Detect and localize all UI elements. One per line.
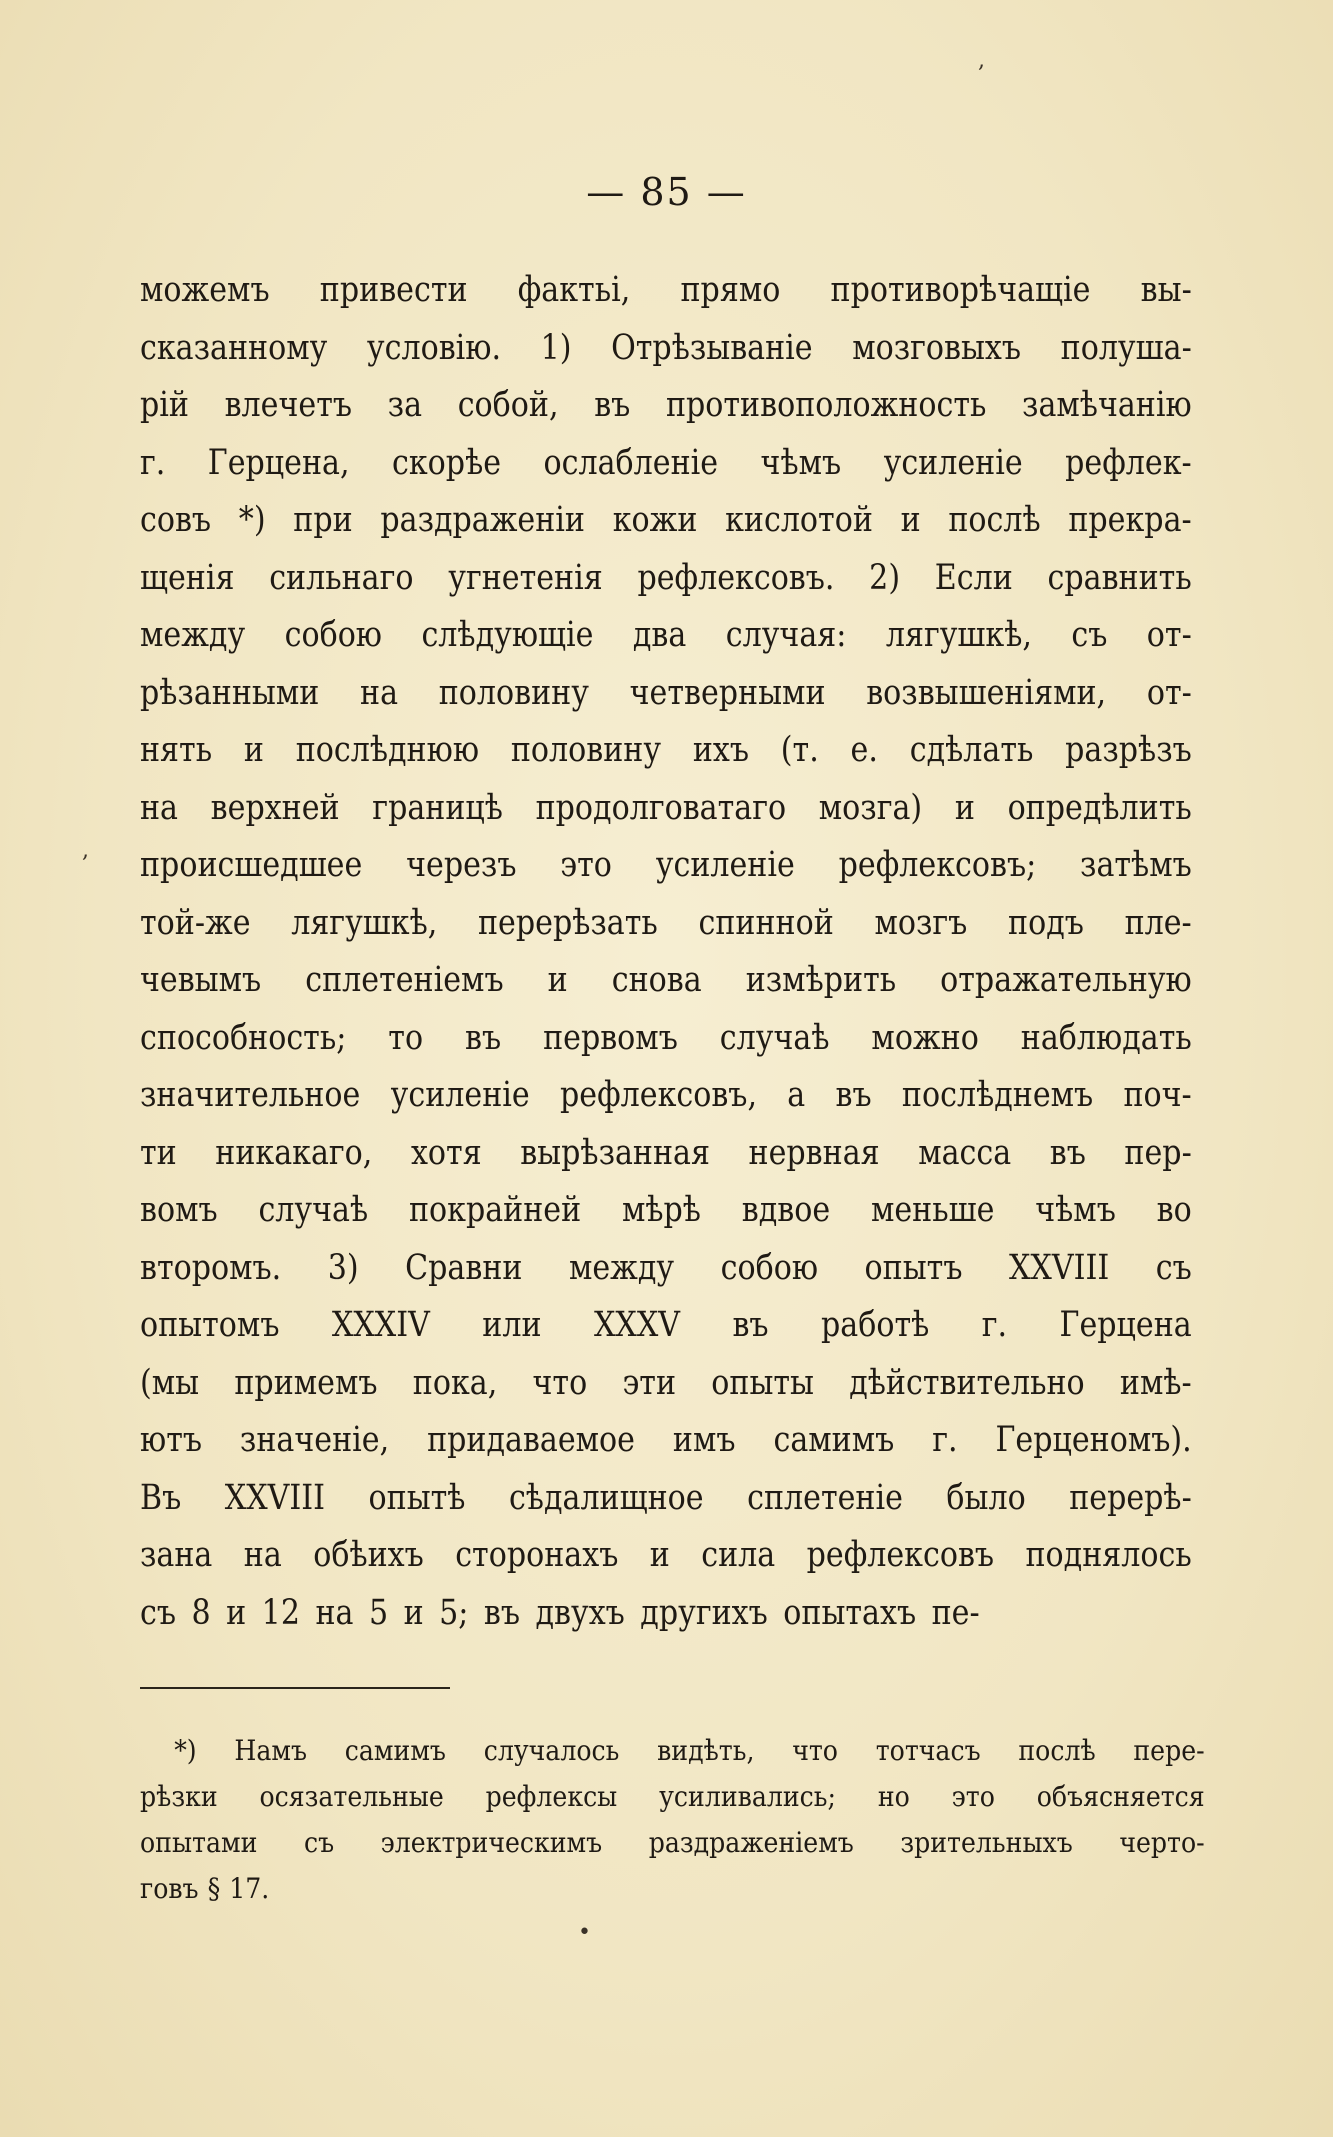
word: г. <box>981 1305 1008 1345</box>
word: сравнить <box>1047 557 1192 598</box>
word: 1) <box>540 327 572 368</box>
word: Сравни <box>405 1247 523 1288</box>
word: возвышеніями, <box>866 672 1107 713</box>
word: влечетъ <box>224 385 353 425</box>
word: верхней <box>210 787 340 828</box>
body-line <box>140 1527 1192 1585</box>
word: въ <box>483 1592 521 1633</box>
word: что <box>532 1362 588 1403</box>
word: XXVIII <box>224 1477 326 1518</box>
word: сдѣлать <box>909 730 1034 770</box>
word: послѣ <box>1018 1734 1096 1767</box>
word: видѣть, <box>657 1734 755 1767</box>
word: за <box>387 385 423 425</box>
word: значительное <box>140 1075 361 1115</box>
body-line <box>140 1355 1192 1413</box>
word: собою <box>720 1247 819 1288</box>
word: рефлексы <box>485 1780 618 1813</box>
word: съ <box>140 1592 177 1633</box>
body-line <box>140 262 1192 320</box>
word: XXXIV <box>331 1305 430 1345</box>
word: между <box>140 615 246 655</box>
word: зрительныхъ <box>900 1826 1073 1859</box>
word: прекра- <box>1068 500 1192 540</box>
word: двухъ <box>535 1592 625 1633</box>
word: послѣ <box>948 500 1041 540</box>
word: *) <box>174 1734 197 1767</box>
word: эти <box>622 1362 677 1403</box>
word: самимъ <box>344 1734 446 1767</box>
word: мозга) <box>818 787 923 828</box>
word: ихъ <box>692 730 750 770</box>
word: фактьі, <box>517 270 631 310</box>
word: второмъ. <box>140 1247 282 1288</box>
word: рефлексовъ; <box>838 845 1037 885</box>
word: тотчасъ <box>875 1734 981 1767</box>
word: лягушкѣ, <box>885 615 1032 655</box>
word: Въ <box>140 1477 182 1518</box>
word: перерѣ- <box>1069 1477 1192 1518</box>
word: въ <box>465 1017 502 1058</box>
word: это <box>560 845 612 885</box>
word: черезъ <box>406 845 517 885</box>
body-line <box>140 1067 1192 1125</box>
word: Герцена, <box>207 442 350 483</box>
word: ти <box>140 1132 177 1173</box>
word: угнетенія <box>448 557 603 598</box>
word: продолговатаго <box>535 787 787 828</box>
word: опытѣ <box>368 1477 466 1518</box>
word: спинной <box>698 902 834 943</box>
word: 17. <box>229 1872 270 1905</box>
word: съ <box>1071 615 1108 655</box>
word: то <box>388 1017 424 1058</box>
footnote-line <box>140 1866 1205 1912</box>
word: мозговыхъ <box>852 327 1022 368</box>
word: сказанному <box>140 327 328 368</box>
word: было <box>946 1477 1026 1518</box>
word: послѣднюю <box>295 730 480 770</box>
word: мѣрѣ <box>621 1190 701 1230</box>
word: случаѣ <box>258 1190 369 1230</box>
word: раздраженіемъ <box>648 1826 854 1859</box>
word: затѣмъ <box>1080 845 1192 885</box>
body-line <box>140 780 1192 838</box>
word: дѣйствительно <box>849 1362 1085 1403</box>
word: слѣдующіе <box>421 615 594 655</box>
word: измѣрить <box>745 960 897 1000</box>
word: Если <box>934 557 1013 598</box>
word: имѣ- <box>1119 1362 1192 1403</box>
word: г. <box>140 442 166 483</box>
word: говъ <box>140 1872 199 1905</box>
page-number: — 85 — <box>586 170 747 214</box>
word: половину <box>438 672 589 713</box>
word: пер- <box>1124 1132 1192 1173</box>
word: и <box>900 500 921 540</box>
word: той-же <box>140 902 251 943</box>
word: въ <box>594 385 631 425</box>
word: и <box>954 787 975 828</box>
word: § <box>207 1872 221 1905</box>
word: самимъ <box>773 1420 895 1460</box>
word: на <box>140 787 179 828</box>
word: сѣдалищное <box>508 1477 704 1518</box>
word: послѣднемъ <box>901 1075 1094 1115</box>
word: поднялось <box>1025 1535 1192 1575</box>
word: противорѣчащіе <box>830 270 1091 310</box>
word: условію. <box>366 327 502 368</box>
word: ослабленіе <box>543 442 719 483</box>
word: полуша- <box>1060 327 1192 368</box>
word: рефлексовъ <box>806 1535 995 1575</box>
word: 5 <box>368 1592 389 1633</box>
word: рефлексовъ, <box>559 1075 758 1115</box>
word: съ <box>303 1826 335 1859</box>
word: пока, <box>412 1362 498 1403</box>
word: придаваемое <box>427 1420 635 1460</box>
word: случая: <box>725 615 847 655</box>
word: половину <box>510 730 662 770</box>
footnote-line <box>140 1728 1205 1774</box>
word: опытами <box>140 1826 258 1859</box>
word: первомъ <box>543 1017 678 1058</box>
body-line <box>140 550 1192 608</box>
word: во <box>1156 1190 1192 1230</box>
word: при <box>293 500 353 540</box>
word: можно <box>871 1017 979 1058</box>
word: перерѣзать <box>477 902 658 943</box>
word: нять <box>140 730 213 770</box>
word: способность; <box>140 1017 347 1058</box>
word: разрѣзъ <box>1065 730 1192 770</box>
word: на <box>360 672 399 713</box>
word: Намъ <box>234 1734 308 1767</box>
word: примемъ <box>234 1362 378 1403</box>
word: на <box>243 1535 282 1575</box>
word: Отрѣзываніе <box>611 327 813 368</box>
body-line <box>140 837 1192 895</box>
word: электрическимъ <box>380 1826 603 1859</box>
footnote <box>140 1728 1205 1912</box>
word: прямо <box>680 270 781 310</box>
word: границѣ <box>372 787 503 828</box>
word: въ <box>835 1075 872 1115</box>
word: лягушкѣ, <box>291 902 438 943</box>
body-line <box>140 1412 1192 1470</box>
footnote-line <box>140 1820 1205 1866</box>
word: вомъ <box>140 1190 218 1230</box>
word: на <box>315 1592 354 1633</box>
word: и <box>649 1535 670 1575</box>
body-line <box>140 435 1192 493</box>
word: рій <box>140 385 189 425</box>
ink-speck: • <box>578 1920 591 1945</box>
body-line <box>140 1010 1192 1068</box>
word: чѣмъ <box>1035 1190 1116 1230</box>
word: собой, <box>457 385 559 425</box>
word: противоположность <box>665 385 987 425</box>
word: и <box>243 730 264 770</box>
word: зана <box>140 1535 213 1575</box>
word: масса <box>918 1132 1012 1173</box>
word: четверными <box>629 672 826 713</box>
word: покрайней <box>408 1190 582 1230</box>
word: между <box>568 1247 675 1288</box>
body-line <box>140 1182 1192 1240</box>
word: осязательные <box>259 1780 444 1813</box>
body-line <box>140 1585 1192 1643</box>
word: вы- <box>1140 270 1192 310</box>
body-line <box>140 665 1192 723</box>
word: вырѣзанная <box>520 1132 710 1173</box>
body-line <box>140 722 1192 780</box>
word: но <box>877 1780 910 1813</box>
word: происшедшее <box>140 845 363 885</box>
word: случаѣ <box>719 1017 830 1058</box>
word: (мы <box>140 1362 200 1403</box>
word: нервная <box>748 1132 880 1173</box>
word: XXXV <box>593 1305 681 1345</box>
margin-mark: , <box>82 838 89 863</box>
word: замѣчанію <box>1022 385 1192 425</box>
word: и <box>403 1592 424 1633</box>
word: можемъ <box>140 270 270 310</box>
word: от- <box>1146 615 1192 655</box>
word: въ <box>1049 1132 1086 1173</box>
word: наблюдать <box>1020 1017 1192 1058</box>
word: случалось <box>483 1734 620 1767</box>
word: Герцена <box>1059 1305 1192 1345</box>
word: это <box>951 1780 995 1813</box>
word: усиливались; <box>659 1780 836 1813</box>
word: чѣмъ <box>760 442 842 483</box>
body-line <box>140 1470 1192 1528</box>
word: объясняется <box>1036 1780 1205 1813</box>
word: г. <box>932 1420 958 1460</box>
word: е. <box>850 730 878 770</box>
word: мозгъ <box>874 902 968 943</box>
word: хотя <box>410 1132 482 1173</box>
word: два <box>632 615 687 655</box>
word: а <box>787 1075 806 1115</box>
word: пере- <box>1133 1734 1205 1767</box>
word: пле- <box>1124 902 1192 943</box>
word: съ <box>1155 1247 1192 1288</box>
word: сплетеніе <box>747 1477 903 1518</box>
word: никакаго, <box>215 1132 373 1173</box>
word: 2) <box>869 557 901 598</box>
word: 8 <box>191 1592 211 1633</box>
word: XXVIII <box>1008 1247 1110 1288</box>
word: кожи <box>612 500 698 540</box>
word: имъ <box>672 1420 736 1460</box>
word: сторонахъ <box>455 1535 619 1575</box>
word: усиленіе <box>655 845 795 885</box>
word: снова <box>611 960 702 1000</box>
word: что <box>792 1734 838 1767</box>
word: 12 <box>261 1592 300 1633</box>
word: Герценомъ). <box>995 1420 1192 1460</box>
body-line <box>140 895 1192 953</box>
body-line <box>140 607 1192 665</box>
word: въ <box>732 1305 769 1345</box>
word: от- <box>1146 672 1192 713</box>
word: рѣзки <box>140 1780 218 1813</box>
body-line <box>140 377 1192 435</box>
word: работѣ <box>821 1305 930 1345</box>
word: опредѣлить <box>1007 787 1192 828</box>
word: сплетеніемъ <box>305 960 504 1000</box>
ink-speck: , <box>978 48 985 73</box>
body-text <box>140 262 1192 1642</box>
word: 3) <box>327 1247 359 1288</box>
word: чевымъ <box>140 960 262 1000</box>
word: (т. <box>780 730 819 770</box>
word: отражательную <box>940 960 1192 1000</box>
word: другихъ <box>640 1592 768 1633</box>
word: или <box>482 1305 542 1345</box>
word: ютъ <box>140 1420 203 1460</box>
word: скорѣе <box>392 442 502 483</box>
word: привести <box>319 270 468 310</box>
body-line <box>140 320 1192 378</box>
word: вдвое <box>741 1190 831 1230</box>
word: подъ <box>1008 902 1084 943</box>
body-line <box>140 952 1192 1010</box>
word: сильнаго <box>269 557 414 598</box>
body-line <box>140 1297 1192 1355</box>
word: усиленіе <box>390 1075 530 1115</box>
word: и <box>547 960 568 1000</box>
word: обѣихъ <box>313 1535 424 1575</box>
word: *) <box>238 500 266 540</box>
word: собою <box>284 615 383 655</box>
word: рефлексовъ. <box>637 557 835 598</box>
word: черто- <box>1119 1826 1205 1859</box>
word: опытъ <box>864 1247 963 1288</box>
word: пе- <box>931 1592 980 1633</box>
body-line <box>140 492 1192 550</box>
word: рѣзанными <box>140 672 320 713</box>
body-line <box>140 1240 1192 1298</box>
footnote-rule <box>140 1687 450 1689</box>
word: опытахъ <box>783 1592 917 1633</box>
word: совъ <box>140 500 212 540</box>
word: усиленіе <box>883 442 1023 483</box>
word: раздраженіи <box>380 500 585 540</box>
word: значеніе, <box>239 1420 390 1460</box>
word: рефлек- <box>1065 442 1192 483</box>
word: щенія <box>140 557 235 598</box>
word: 5; <box>439 1592 469 1633</box>
body-line <box>140 1125 1192 1183</box>
word: опыты <box>711 1362 815 1403</box>
word: сила <box>701 1535 776 1575</box>
word: опытомъ <box>140 1305 280 1345</box>
word: кислотой <box>725 500 873 540</box>
word: поч- <box>1123 1075 1192 1115</box>
footnote-line <box>140 1774 1205 1820</box>
word: меньше <box>870 1190 995 1230</box>
word: и <box>226 1592 247 1633</box>
